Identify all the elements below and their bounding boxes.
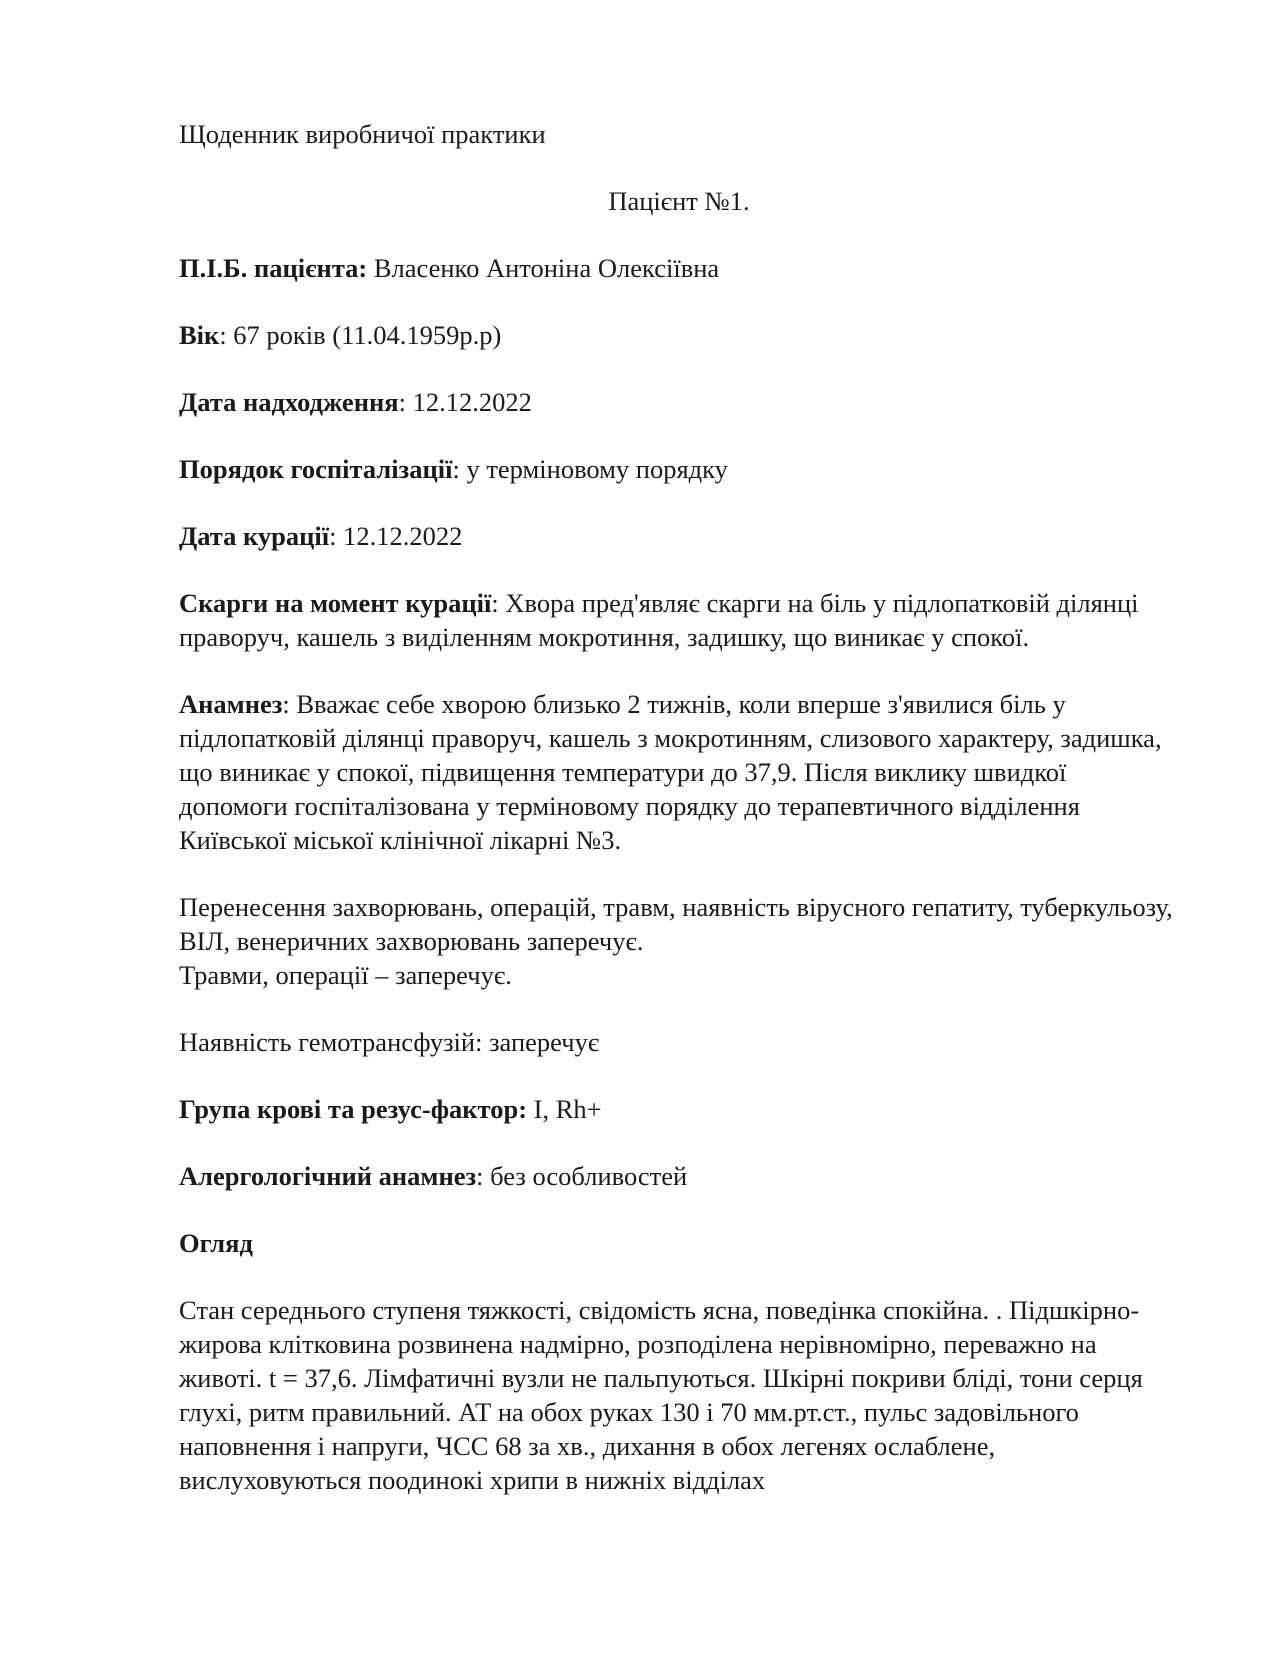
complaints-value: : Хвора пред'являє скарги на біль у підлопатковій ділянці праворуч, кашель з виділенням мокротиння, задишку, що виникає у спокої. (179, 588, 1139, 652)
allergy-line (179, 1159, 1179, 1193)
blood-group-label: Група крові та резус-фактор: (179, 1094, 528, 1124)
curation-date-label: Дата курації (179, 521, 330, 551)
anamnesis-label: Анамнез (179, 689, 283, 719)
patient-name-value: Власенко Антоніна Олексіївна (367, 253, 720, 283)
admission-date-label: Дата надходження (179, 387, 399, 417)
admission-date-line (179, 385, 1179, 419)
allergy-label: Алергологічний анамнез (179, 1161, 477, 1191)
allergy-value: : без особливостей (476, 1161, 688, 1191)
transfusions-paragraph: Наявність гемотрансфузій: заперечує (179, 1027, 600, 1057)
exam-heading: Огляд (179, 1228, 253, 1258)
complaints-label: Скарги на момент курації (179, 588, 492, 618)
age-value: : 67 років (11.04.1959р.р) (219, 320, 502, 350)
patient-name-line (179, 251, 1179, 285)
document-title: Щоденник виробничої практики (179, 119, 546, 149)
hospitalization-order-value: : у терміновому порядку (452, 454, 728, 484)
blood-group-line (179, 1092, 1179, 1126)
age-label: Вік (179, 320, 220, 350)
anamnesis-value: : Вважає себе хворою близько 2 тижнів, коли вперше з'явилися біль у підлопатковій ділянці праворуч, кашель з мокротинням, слизового характеру, задишка, що виникає у спокої, підвищення температури до 37,9. Після виклику швидкої допомоги госпіталізована у терміновому порядку до терапевтичного відділення Київської міської клінічної лікарні №3. (179, 689, 1162, 855)
exam-paragraph: Стан середнього ступеня тяжкості, свідомість ясна, поведінка спокійна. . Підшкірно-жирова клітковина розвинена надмірно, розподілена нерівномірно, переважно на животі. t = 37,6. Лімфатичні вузли не пальпуються. Шкірні покриви бліді, тони серця глухі, ритм правильний. АТ на обох руках 130 і 70 мм.рт.ст., пульс задовільного наповнення і напруги, ЧСС 68 за хв., дихання в обох легенях ослаблене, вислуховуються поодинокі хрипи в нижніх відділах (179, 1295, 1143, 1495)
patient-name-label: П.І.Б. пацієнта: (179, 253, 368, 283)
hospitalization-order-line (179, 452, 1179, 486)
anamnesis-paragraph (179, 687, 1179, 857)
curation-date-value: : 12.12.2022 (329, 521, 463, 551)
hospitalization-order-label: Порядок госпіталізації (179, 454, 453, 484)
curation-date-line (179, 519, 1179, 553)
complaints-paragraph (179, 586, 1179, 654)
traumas-paragraph: Травми, операції – заперечує. (179, 960, 512, 990)
blood-group-value: I, Rh+ (527, 1094, 602, 1124)
patient-heading: Пацієнт №1. (608, 186, 750, 216)
past-diseases-paragraph: Перенесення захворювань, операцій, травм, наявність вірусного гепатиту, туберкульозу, ВІЛ, венеричних захворювань заперечує. (179, 892, 1173, 956)
age-line (179, 318, 1179, 352)
document-page (179, 117, 1179, 1530)
admission-date-value: : 12.12.2022 (398, 387, 532, 417)
